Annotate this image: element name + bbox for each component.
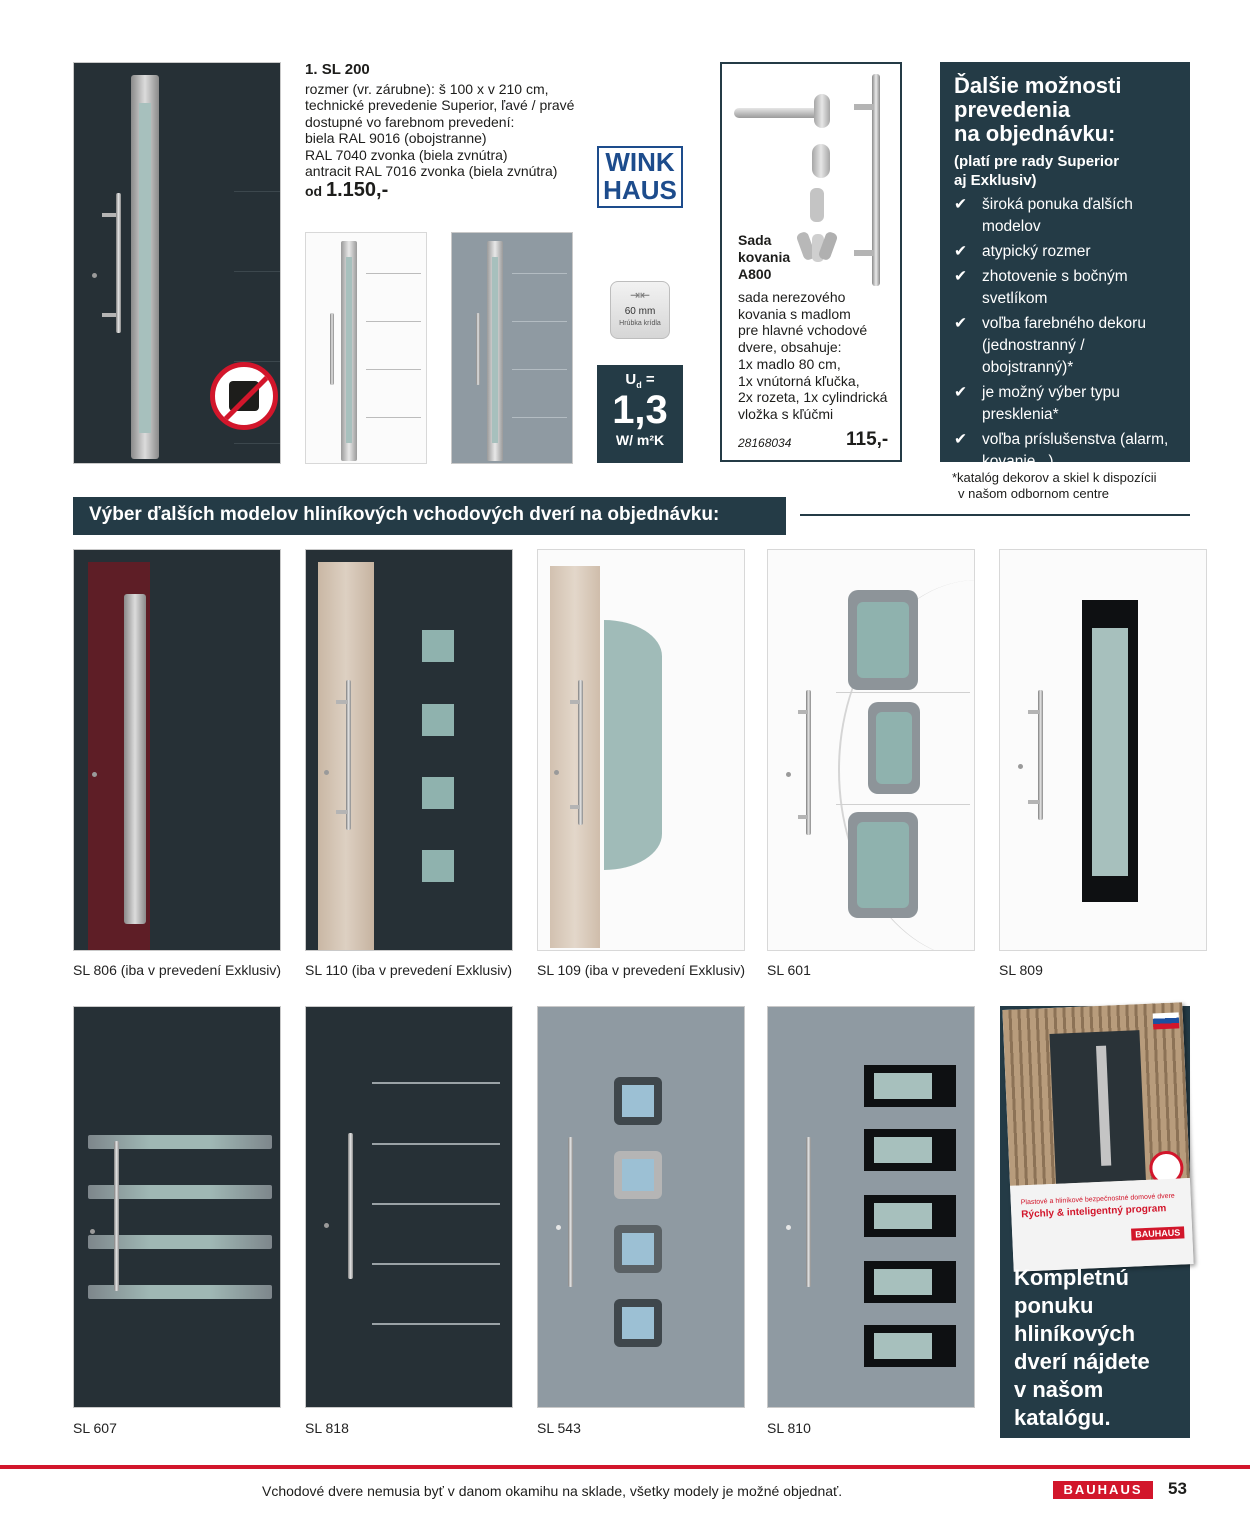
catalog-text-line: Kompletnú	[1014, 1265, 1129, 1290]
catalog-text	[1014, 1264, 1150, 1432]
hardware-title-line: Sada	[738, 232, 772, 248]
options-subtitle-line: aj Exklusiv)	[954, 172, 1037, 189]
product-line: biela RAL 9016 (obojstranne)	[305, 130, 487, 146]
hardware-box	[720, 62, 902, 462]
lever-handle-icon	[734, 108, 824, 118]
section-heading	[73, 497, 786, 535]
thickness-value: 60 mm	[624, 306, 656, 317]
catalog-cover	[1002, 1002, 1193, 1272]
options-item: ✔ zhotovenie s bočným svetlíkom	[954, 266, 1180, 310]
hardware-line: sada nerezového	[738, 289, 846, 305]
product-line: dostupné vo farebnom prevedení:	[305, 113, 515, 130]
ud-value-badge	[597, 365, 683, 463]
hardware-line: 1x madlo 80 cm,	[738, 355, 841, 372]
door-sl810	[767, 1006, 975, 1408]
hardware-line: dvere, obsahuje:	[738, 339, 842, 356]
footer-rule	[0, 1465, 1250, 1469]
product-line: rozmer (vr. zárubne): š 100 x v 210 cm,	[305, 80, 549, 97]
catalog-text-line: ponuku	[1014, 1293, 1094, 1318]
door-thickness-badge	[610, 281, 670, 339]
keys-icon	[800, 232, 834, 266]
hardware-line: kovania s madlom	[738, 305, 851, 322]
options-item: ✔ je možný výber typu presklenia*	[954, 382, 1180, 426]
model-caption: SL 109 (iba v prevedení Exklusiv)	[537, 962, 746, 978]
door-sl200-grey	[451, 232, 573, 464]
footnote-line: *katalóg dekorov a skiel k dispozícii	[952, 470, 1157, 485]
lock-cylinder	[92, 273, 97, 278]
price-prefix: od	[305, 182, 323, 199]
thickness-label: Hrúbka krídla	[619, 320, 661, 327]
ud-eq: =	[645, 371, 655, 388]
key-rosette-icon	[812, 144, 830, 178]
catalog-text-line: dverí nájdete	[1014, 1349, 1150, 1374]
bauhaus-logo-text: BAUHAUS	[1063, 1482, 1143, 1497]
cylinder-icon	[810, 188, 824, 222]
catalog-text-line: katalógu.	[1014, 1405, 1111, 1430]
options-subtitle	[954, 152, 1180, 190]
options-box	[940, 62, 1190, 470]
hardware-line: 2x rozeta, 1x cylindrická	[738, 389, 888, 406]
ud-unit: W/ m²K	[615, 432, 665, 448]
model-caption: SL 806 (iba v prevedení Exklusiv)	[73, 962, 282, 978]
door-sl109	[537, 549, 745, 951]
ud-value: 1,3	[612, 388, 668, 432]
hardware-line: 1x vnútorná kľučka,	[738, 372, 860, 389]
security-sticker-text	[215, 367, 216, 368]
model-caption: SL 810	[767, 1420, 811, 1436]
model-caption: SL 601	[767, 962, 811, 978]
logo-line: WINK	[605, 147, 675, 177]
door-sl806	[73, 549, 281, 951]
bauhaus-logo	[1053, 1481, 1153, 1499]
hardware-line: pre hlavné vchodové	[738, 322, 868, 339]
door-sl809	[999, 549, 1207, 951]
options-title-line: na objednávku:	[954, 121, 1116, 146]
glass-strip	[139, 103, 151, 433]
model-caption: SL 110 (iba v prevedení Exklusiv)	[305, 962, 512, 978]
options-item: ✔ široká ponuka ďalších modelov	[954, 194, 1180, 238]
catalog-cover-brand: BAUHAUS	[1131, 1226, 1184, 1240]
catalog-text-line: v našom	[1014, 1377, 1104, 1402]
catalog-box	[1000, 1006, 1190, 1438]
hardware-title-line: kovania	[738, 249, 791, 265]
options-subtitle-line: (platí pre rady Superior	[954, 153, 1120, 170]
product-line: technické prevedenie Superior, ľavé / pravé	[305, 97, 575, 113]
catalog-cover-line1: Plastové a hliníkové bezpečnostné domové dvere	[1020, 1192, 1175, 1207]
options-title	[954, 74, 1180, 146]
product-price: 1.150,-	[326, 178, 389, 201]
product-info	[305, 62, 595, 199]
ud-sub: d	[636, 380, 642, 390]
model-caption: SL 607	[73, 1420, 117, 1436]
ud-label: U	[625, 371, 637, 388]
logo-line: HAUS	[603, 175, 677, 205]
door-sl543	[537, 1006, 745, 1408]
options-title-line: Ďalšie možnosti	[954, 73, 1122, 98]
options-title-line: prevedenia	[954, 97, 1071, 122]
hardware-title	[738, 232, 790, 283]
door-sl601	[767, 549, 975, 951]
door-sl200-white	[305, 232, 427, 464]
model-caption: SL 543	[537, 1420, 581, 1436]
product-model: SL 200	[321, 61, 370, 78]
hardware-title-line: A800	[738, 266, 772, 282]
options-item: ✔ voľba farebného dekoru (jednostranný / obojstranný)*	[954, 313, 1180, 379]
section-divider	[800, 514, 1190, 516]
door-handle	[116, 193, 121, 333]
product-number: 1.	[305, 61, 318, 78]
options-item: ✔ atypický rozmer	[954, 241, 1180, 263]
product-line: antracit RAL 7016 zvonka (biela zvnútra)	[305, 163, 558, 179]
hardware-description	[738, 289, 908, 423]
options-list	[954, 194, 1180, 473]
page-number: 53	[1168, 1479, 1187, 1498]
security-sticker-icon	[210, 362, 278, 430]
model-caption: SL 809	[999, 962, 1043, 978]
footnote	[952, 470, 1157, 502]
catalog-cover-line2: Rýchly & inteligentný program	[1021, 1203, 1167, 1221]
door-sl607	[73, 1006, 281, 1408]
door-sl110	[305, 549, 513, 951]
hardware-line: vložka s kľúčmi	[738, 405, 834, 422]
model-caption: SL 818	[305, 1420, 349, 1436]
glass-half-moon	[604, 620, 662, 870]
section-heading-text: Výber ďalších modelov hliníkových vchodových dverí na objednávku:	[89, 504, 720, 525]
door-sl818	[305, 1006, 513, 1408]
footnote-line: v našom odbornom centre	[958, 486, 1110, 501]
catalog-text-line: hliníkových	[1014, 1321, 1136, 1346]
product-line: RAL 7040 zvonka (biela zvnútra)	[305, 146, 508, 163]
hardware-code: 28168034	[738, 436, 792, 450]
winkhaus-logo	[597, 146, 683, 208]
options-item: ✔ voľba príslušenstva (alarm, kovanie...)	[954, 429, 1180, 473]
hardware-price: 115,-	[846, 429, 889, 450]
arrows-icon: ⇥⇤	[629, 288, 651, 302]
footer-note: Vchodové dvere nemusia byť v danom okamihu na sklade, všetky modely je možné objednať.	[262, 1483, 843, 1499]
